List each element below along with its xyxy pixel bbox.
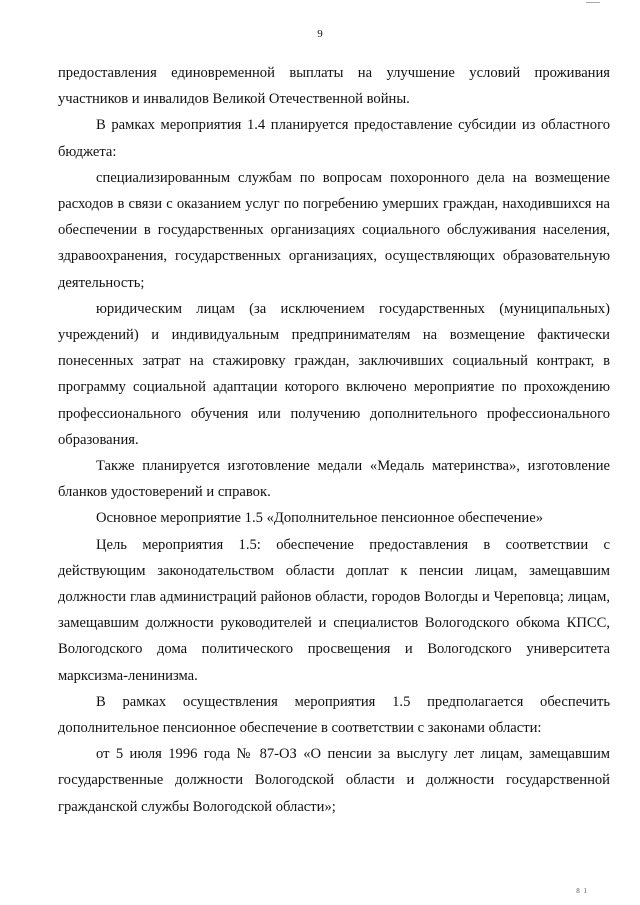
paragraph: Также планируется изготовление медали «Медаль материнства», изготовление бланков удостоверений и справок. [58,458,610,501]
paragraph: специализированным службам по вопросам похоронного дела на возмещение расходов в связи с оказанием услуг по погребению умерших граждан, находившихся на обеспечении в государственных организациях социального обслуживания населения, здравоохранения, государственных организациях, осуществляющих образовательную деятельность; [58,169,610,291]
document-body [58,60,610,820]
paragraph: юридическим лицам (за исключением государственных (муниципальных) учреждений) и индивидуальным предпринимателям на возмещение фактически понесенных затрат на стажировку граждан, заключивших социальный контракт, в программу социальной адаптации которого включено мероприятие по прохождению профессионального обучения или получению дополнительного профессионального образования. [58,300,610,448]
scan-mark [586,2,600,3]
paragraph: Цель мероприятия 1.5: обеспечение предоставления в соответствии с действующим законодательством области доплат к пенсии лицам, замещавшим должности глав администраций районов области, городов Вологды и Череповца; лицам, замещавшим должности руководителей и специалистов Вологодского обкома КПСС, Вологодского дома политического просвещения и Вологодского университета марксизма-ленинизма. [58,536,610,684]
corner-mark: 8 1 [576,887,588,895]
paragraph: В рамках осуществления мероприятия 1.5 предполагается обеспечить дополнительное пенсионное обеспечение в соответствии с законами области: [58,693,610,737]
paragraph: от 5 июля 1996 года № 87-ОЗ «О пенсии за выслугу лет лицам, замещавшим государственные должности Вологодской области и должности государственной гражданской службы Вологодской области»; [58,746,610,815]
paragraph: предоставления единовременной выплаты на улучшение условий проживания участников и инвалидов Великой Отечественной войны. [58,65,610,108]
page-number: 9 [317,28,323,40]
section-heading: Основное мероприятие 1.5 «Дополнительное пенсионное обеспечение» [96,510,544,527]
paragraph: В рамках мероприятия 1.4 планируется предоставление субсидии из областного бюджета: [58,117,610,160]
